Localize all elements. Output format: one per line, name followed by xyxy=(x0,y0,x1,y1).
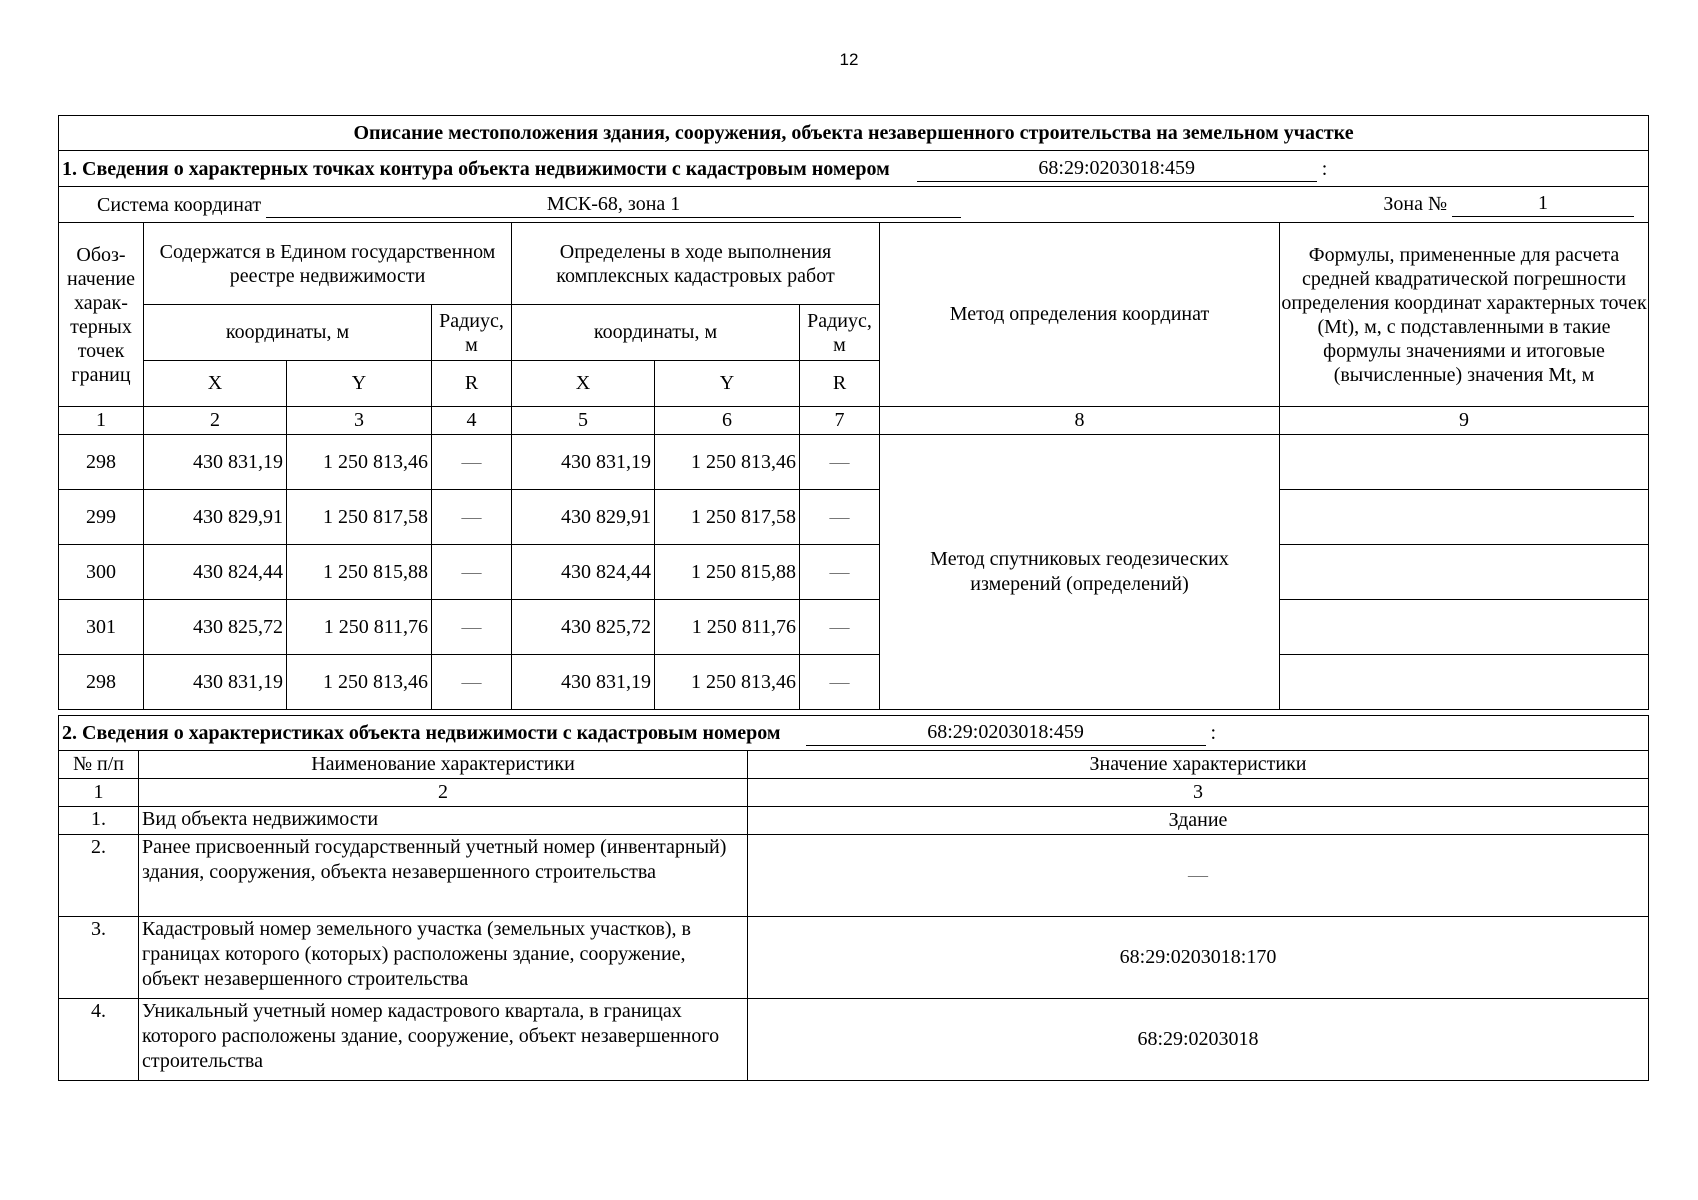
y-determined: 1 250 813,46 xyxy=(655,655,800,710)
y-egrn: 1 250 817,58 xyxy=(287,490,432,545)
zone-label: Зона № xyxy=(1383,193,1448,215)
x-determined: 430 824,44 xyxy=(512,545,655,600)
col-number: 4 xyxy=(432,407,512,435)
col-number: 1 xyxy=(59,779,139,807)
formula-cell xyxy=(1280,655,1649,710)
x-egrn: 430 824,44 xyxy=(144,545,287,600)
characteristics-table xyxy=(58,715,1649,1081)
r-determined: — xyxy=(800,600,880,655)
y-egrn: 1 250 815,88 xyxy=(287,545,432,600)
point-id: 300 xyxy=(59,545,144,600)
x-determined: 430 825,72 xyxy=(512,600,655,655)
row-name: Ранее присвоенный государственный учетный номер (инвентарный) здания, сооружения, объекта незавершенного строительства xyxy=(139,835,748,917)
y-egrn: 1 250 813,46 xyxy=(287,655,432,710)
header-y-determined: Y xyxy=(655,361,800,407)
table-row xyxy=(59,999,1649,1081)
table-row xyxy=(59,435,1649,490)
section2-colon: : xyxy=(1210,722,1217,744)
r-egrn: — xyxy=(432,545,512,600)
col-number: 3 xyxy=(287,407,432,435)
row-num: 4. xyxy=(59,999,139,1081)
header-name: Наименование характеристики xyxy=(139,751,748,779)
page-number: 12 xyxy=(839,50,859,69)
x-determined: 430 829,91 xyxy=(512,490,655,545)
r-egrn: — xyxy=(432,435,512,490)
point-id: 301 xyxy=(59,600,144,655)
formula-cell xyxy=(1280,490,1649,545)
col-number: 2 xyxy=(139,779,748,807)
method-value: Метод спутниковых геодезических измерений (определений) xyxy=(880,435,1280,710)
coordinates-table xyxy=(58,115,1649,710)
col-number: 6 xyxy=(655,407,800,435)
col-number: 5 xyxy=(512,407,655,435)
r-egrn: — xyxy=(432,600,512,655)
header-radius-egrn: Радиус, м xyxy=(432,305,512,361)
table-row xyxy=(59,835,1649,917)
row-num: 2. xyxy=(59,835,139,917)
section2-heading-row xyxy=(59,716,1649,751)
coord-system-row xyxy=(59,187,1649,223)
x-egrn: 430 825,72 xyxy=(144,600,287,655)
header-value: Значение характеристики xyxy=(748,751,1649,779)
section1-cadastral-number: 68:29:0203018:459 xyxy=(917,156,1317,182)
col-number: 8 xyxy=(880,407,1280,435)
row-value: 68:29:0203018 xyxy=(748,999,1649,1081)
header-formulas: Формулы, примененные для расчета средней квадратической погрешности определения координат характерных точек (Mt), м, с подставленными в такие формулы значениями и итоговые (вычисленные) значения Mt, м xyxy=(1280,223,1649,407)
formula-cell xyxy=(1280,545,1649,600)
point-id: 298 xyxy=(59,655,144,710)
col-number: 9 xyxy=(1280,407,1649,435)
section1-heading: 1. Сведения о характерных точках контура объекта недвижимости с кадастровым номером xyxy=(62,157,890,180)
header-r-egrn: R xyxy=(432,361,512,407)
header-x-determined: X xyxy=(512,361,655,407)
r-determined: — xyxy=(800,490,880,545)
row-value: 68:29:0203018:170 xyxy=(748,917,1649,999)
y-determined: 1 250 813,46 xyxy=(655,435,800,490)
header-determined: Определены в ходе выполнения комплексных кадастровых работ xyxy=(512,223,880,305)
x-egrn: 430 829,91 xyxy=(144,490,287,545)
row-num: 3. xyxy=(59,917,139,999)
y-egrn: 1 250 811,76 xyxy=(287,600,432,655)
formula-cell xyxy=(1280,600,1649,655)
x-egrn: 430 831,19 xyxy=(144,655,287,710)
y-egrn: 1 250 813,46 xyxy=(287,435,432,490)
row-value: Здание xyxy=(748,807,1649,835)
col-number: 3 xyxy=(748,779,1649,807)
row-num: 1. xyxy=(59,807,139,835)
section1-colon: : xyxy=(1321,157,1328,180)
row-value: — xyxy=(748,835,1649,917)
table-row xyxy=(59,490,1649,545)
section2-heading: 2. Сведения о характеристиках объекта недвижимости с кадастровым номером xyxy=(62,722,781,744)
document-title: Описание местоположения здания, сооружения, объекта незавершенного строительства на земельном участке xyxy=(59,116,1649,151)
section1-heading-row xyxy=(59,151,1649,187)
header-y-egrn: Y xyxy=(287,361,432,407)
row-name: Вид объекта недвижимости xyxy=(139,807,748,835)
header-egrn: Содержатся в Едином государственном реестре недвижимости xyxy=(144,223,512,305)
x-egrn: 430 831,19 xyxy=(144,435,287,490)
r-egrn: — xyxy=(432,490,512,545)
table-row xyxy=(59,655,1649,710)
col-number: 7 xyxy=(800,407,880,435)
point-id: 299 xyxy=(59,490,144,545)
zone-value: 1 xyxy=(1452,191,1634,217)
table-row xyxy=(59,807,1649,835)
point-id: 298 xyxy=(59,435,144,490)
y-determined: 1 250 817,58 xyxy=(655,490,800,545)
x-determined: 430 831,19 xyxy=(512,435,655,490)
row-name: Кадастровый номер земельного участка (земельных участков), в границах которого (которых) расположены здание, сооружение, объект незавершенного строительства xyxy=(139,917,748,999)
header-coords-determined: координаты, м xyxy=(512,305,800,361)
section2-cadastral-number: 68:29:0203018:459 xyxy=(806,720,1206,746)
header-num: № п/п xyxy=(59,751,139,779)
header-point-designation: Обоз-начение харак-терных точек границ xyxy=(59,223,144,407)
header-method: Метод определения координат xyxy=(880,223,1280,407)
y-determined: 1 250 811,76 xyxy=(655,600,800,655)
header-x-egrn: X xyxy=(144,361,287,407)
coord-system-value: МСК-68, зона 1 xyxy=(266,192,961,218)
col-number: 1 xyxy=(59,407,144,435)
row-name: Уникальный учетный номер кадастрового квартала, в границах которого расположены здание, сооружение, объект незавершенного строительства xyxy=(139,999,748,1081)
r-determined: — xyxy=(800,655,880,710)
header-radius-determined: Радиус, м xyxy=(800,305,880,361)
formula-cell xyxy=(1280,435,1649,490)
y-determined: 1 250 815,88 xyxy=(655,545,800,600)
table-row xyxy=(59,545,1649,600)
header-r-determined: R xyxy=(800,361,880,407)
col-number: 2 xyxy=(144,407,287,435)
r-egrn: — xyxy=(432,655,512,710)
table-row xyxy=(59,600,1649,655)
r-determined: — xyxy=(800,435,880,490)
x-determined: 430 831,19 xyxy=(512,655,655,710)
table-row xyxy=(59,917,1649,999)
r-determined: — xyxy=(800,545,880,600)
header-coords-egrn: координаты, м xyxy=(144,305,432,361)
coord-system-label: Система координат xyxy=(97,193,262,216)
